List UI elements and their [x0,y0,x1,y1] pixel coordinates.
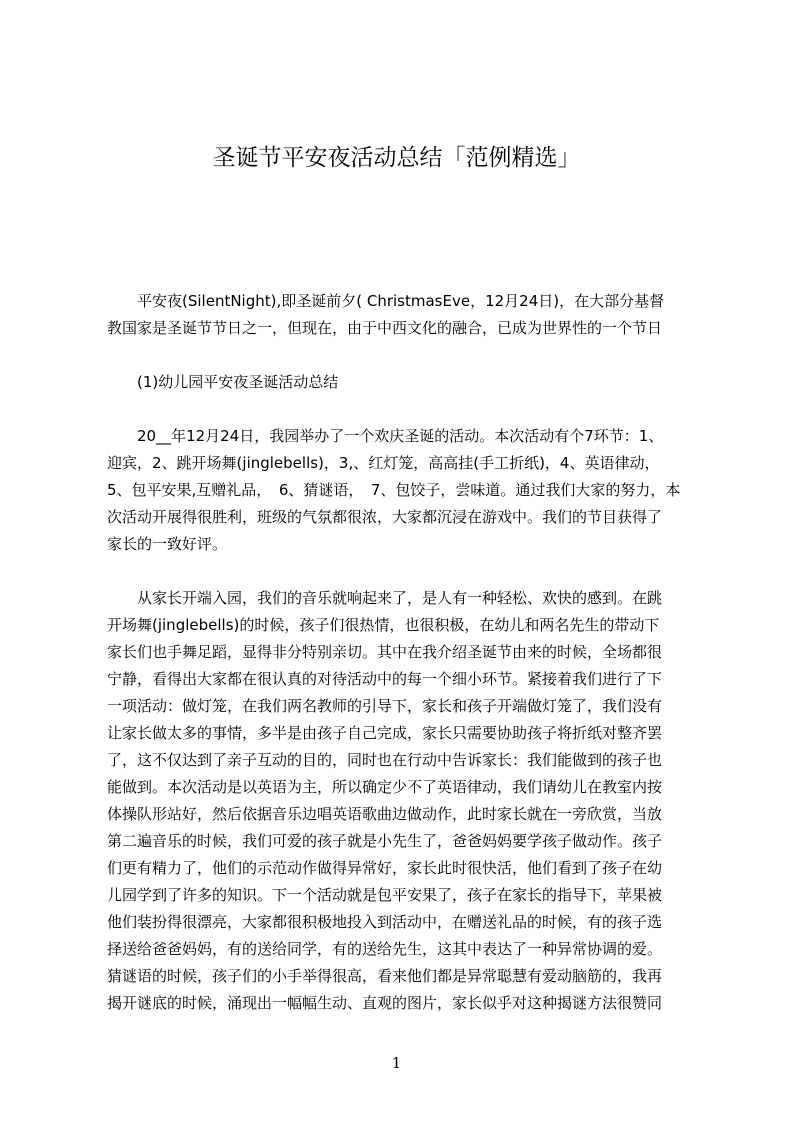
text-line: 5、包平安果,互赠礼品， 6、猜谜语， 7、包饺子，尝味道。通过我们大家的努力，本 [107,481,681,499]
text-line: 教国家是圣诞节节日之一，但现在，由于中西文化的融合，已成为世界性的一个节日 [107,319,663,337]
text-line: 让家长做太多的事情，多半是由孩子自己完成，家长只需要协助孩子将折纸对整齐罢 [107,724,663,742]
text-line: 体操队形站好，然后依据音乐边唱英语歌曲边做动作，此时家长就在一旁欣赏，当放 [107,805,663,823]
text-line: 家长们也手舞足蹈，显得非分特别亲切。其中在我介绍圣诞节由来的时候，全场都很 [107,643,663,661]
text-line: 开场舞(jinglebells)的时候，孩子们很热情，也很积极，在幼儿和两名先生的带动下 [107,616,660,634]
text-line: 择送给爸爸妈妈，有的送给同学，有的送给先生，这其中表达了一种异常协调的爱。 [107,940,663,958]
text-line: 第二遍音乐的时候，我们可爱的孩子就是小先生了，爸爸妈妈要学孩子做动作。孩子 [107,832,663,850]
document-body [107,288,697,1017]
paragraph-gap [107,342,697,369]
text-line: 他们装扮得很漂亮，大家都很积极地投入到活动中，在赠送礼品的时候，有的孩子选 [107,913,663,931]
text-line: 能做到。本次活动是以英语为主，所以确定少不了英语律动，我们请幼儿在教室内按 [107,778,663,796]
text-line: 从家长开端入园，我们的音乐就响起来了，是人有一种轻松、欢快的感到。在跳 [107,589,663,607]
document-title: 圣诞节平安夜活动总结「范例精选」 [212,145,581,171]
text-line: 宁静，看得出大家都在很认真的对待活动中的每一个细小环节。紧接着我们进行了下 [107,670,663,688]
text-line: 次活动开展得很胜利，班级的气氛都很浓，大家都沉浸在游戏中。我们的节目获得了 [107,508,663,526]
text-line: 20__年12月24日，我园举办了一个欢庆圣诞的活动。本次活动有个7环节：1、 [107,427,664,445]
text-line: 猜谜语的时候，孩子们的小手举得很高，看来他们都是异常聪慧有爱动脑筋的，我再 [107,967,663,985]
paragraph-gap [107,396,697,423]
text-line: 们更有精力了，他们的示范动作做得异常好，家长此时很快活，他们看到了孩子在幼 [107,859,663,877]
text-line: 家长的一致好评。 [107,535,228,553]
text-line: 了，这不仅达到了亲子互动的目的，同时也在行动中告诉家长：我们能做到的孩子也 [107,751,663,769]
text-line: 一项活动：做灯笼，在我们两名教师的引导下，家长和孩子开端做灯笼了，我们没有 [107,697,663,715]
paragraph-gap [107,558,697,585]
text-line: 儿园学到了许多的知识。下一个活动就是包平安果了，孩子在家长的指导下，苹果被 [107,886,663,904]
section-heading: (1)幼儿园平安夜圣诞活动总结 [107,373,339,391]
text-line: 平安夜(SilentNight),即圣诞前夕( ChristmasEve，12月24日)，在大部分基督 [107,292,665,310]
text-line: 揭开谜底的时候，涌现出一幅幅生动、直观的图片，家长似乎对这种揭谜方法很赞同 [107,994,663,1012]
text-line: 迎宾，2、跳开场舞(jinglebells)，3,、红灯笼，高高挂(手工折纸)，4、英语律动， [107,454,660,472]
page-number: 1 [391,1054,402,1072]
